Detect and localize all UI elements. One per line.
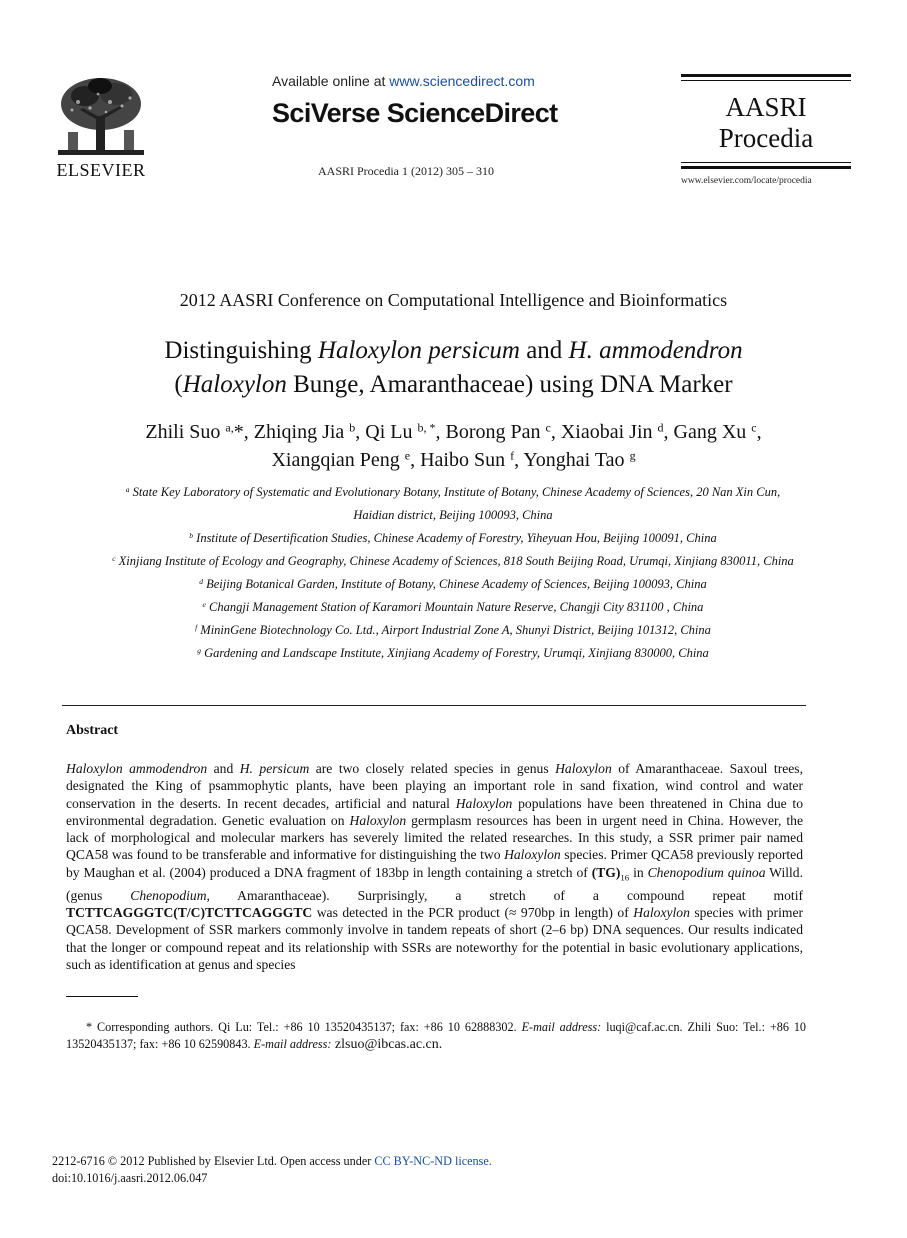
available-prefix: Available online at (272, 73, 390, 89)
license-link[interactable]: CC BY-NC-ND license. (374, 1154, 492, 1168)
elsevier-logo (50, 72, 152, 182)
author-line-2: Xiangqian Peng $^e$, Haibo Sun $^f$, Yonghai Tao $^g$ (271, 448, 636, 471)
author: Xiangqian Peng (271, 449, 400, 471)
author-line-1: Zhili Suo $^{a,}$*, Zhiqing Jia $^b$, Qi Lu $^{b, *}$, Borong Pan $^c$, Xiaobai Jin $^d$, Gang Xu $^c$, (145, 420, 762, 443)
journal-brand (681, 92, 851, 154)
title-line-1: Distinguishing Haloxylon persicum and H. ammodendron (164, 337, 743, 364)
author-list (0, 418, 907, 474)
affiliation: Haidian district, Beijing 100093, China (353, 508, 553, 522)
author: Qi Lu (365, 421, 413, 443)
author: Yonghai Tao (523, 449, 625, 471)
elsevier-tree-icon (50, 72, 152, 160)
title-line-2: (Haloxylon Bunge, Amaranthaceae) using DNA Marker (174, 371, 733, 398)
abstract-heading: Abstract (66, 723, 119, 738)
sciencedirect-link[interactable]: www.sciencedirect.com (389, 73, 535, 89)
affiliation: $^e$ Changji Management Station of Karamori Mountain Nature Reserve, Changji City 831100 , China (202, 599, 704, 614)
affiliation: $^a$ State Key Laboratory of Systematic and Evolutionary Botany, Institute of Botany, Chinese Academy of Sciences, 20 Nan Xin Cun, (125, 484, 781, 499)
affiliation: $^c$ Xinjiang Institute of Ecology and Geography, Chinese Academy of Sciences, 818 South Beijing Road, Urumqi, Xinjiang 830011, China (112, 553, 794, 568)
journal-brand-line2: Procedia (718, 123, 814, 153)
author: Zhiqing Jia (253, 421, 345, 443)
available-online (272, 73, 535, 89)
affiliation: $^b$ Institute of Desertification Studies, Chinese Academy of Forestry, Yiheyuan Hou, Beijing 100091, China (189, 530, 717, 545)
corresponding-footnote: * Corresponding authors. Qi Lu: Tel.: +86 10 13520435137; fax: +86 10 62888302. E-mail address: luqi@caf.ac.cn. Zhili Suo: Tel.: +86 10 13520435137; fax: +86 10 62590843. E-mail address: zlsuo@ibcas.ac.cn. (66, 1020, 807, 1052)
affiliation: $^f$ MininGene Biotechnology Co. Ltd., Airport Industrial Zone A, Shunyi District, Beijing 101312, China (195, 622, 711, 637)
sciverse-logo: SciVerse ScienceDirect (272, 98, 558, 128)
conference-name: 2012 AASRI Conference on Computational Intelligence and Bioinformatics (179, 290, 728, 310)
journal-url[interactable]: www.elsevier.com/locate/procedia (681, 176, 812, 186)
email-zlsuo[interactable]: zlsuo@ibcas.ac.cn (331, 1037, 439, 1052)
affiliation: $^d$ Beijing Botanical Garden, Institute of Botany, Chinese Academy of Sciences, Beijing 100093, China (199, 576, 707, 591)
elsevier-wordmark: ELSEVIER (56, 160, 146, 180)
author: Zhili Suo (145, 421, 221, 443)
author: Gang Xu (673, 421, 747, 443)
abstract-text: Haloxylon ammodendron and H. persicum are two closely related species in genus Haloxylon of Amaranthaceae. Saxoul trees, designated the King of psammophytic plants, have been playing an important role in sand fixation, wind control and water conservation in the deserts. In recent decades, artificial and natural Haloxylon populations have been threatened in China due to environmental degradation. Genetic evaluation on Haloxylon germplasm resources has been in urgent need in China. However, the lack of morphological and molecular markers has severely limited the related researches. In this study, a SSR primer pair named QCA58 was found to be transferable and informative for distinguishing the two Haloxylon species. Primer QCA58 previously reported by Maughan et al. (2004) produced a DNA fragment of 183bp in length containing a stretch of $(TG)_{16}$ in Chenopodium quinoa Willd. (genus Chenopodium, Amaranthaceae). Surprisingly, a stretch of a compound repeat motif TCTTCAGGGTC(T/C)TCTTCAGGGTC was detected in the PCR product (≈ 970bp in length) of Haloxylon species with primer QCA58. Development of SSR markers commonly involve in tandem repeats of short (2–6 bp) DNA sequences. Our results indicated that the longer or compound repeat and its relationship with SSRs are noteworthy for the potential in basic evolutionary applications, such as identification at genus and species (66, 761, 804, 972)
affiliation-list (60, 481, 846, 665)
journal-brand-line1: AASRI (725, 92, 807, 122)
journal-reference: AASRI Procedia 1 (2012) 305 – 310 (318, 164, 494, 178)
author: Xiaobai Jin (560, 421, 653, 443)
copyright-line: 2212-6716 © 2012 Published by Elsevier Ltd. Open access under CC BY-NC-ND license. (52, 1154, 492, 1168)
author: Haibo Sun (420, 449, 506, 471)
doi: doi:10.1016/j.aasri.2012.06.047 (52, 1171, 208, 1185)
brand-rule-top-thin (681, 80, 851, 81)
copyright-block (52, 1153, 492, 1187)
affiliation: $^g$ Gardening and Landscape Institute, Xinjiang Academy of Forestry, Urumqi, Xinjiang 830000, China (197, 645, 709, 660)
paper-title (0, 334, 907, 402)
brand-rule-top (681, 74, 851, 77)
footnote-rule (66, 996, 138, 997)
section-divider (62, 705, 806, 706)
brand-rule-bottom (681, 166, 851, 169)
author: Borong Pan (445, 421, 541, 443)
brand-rule-bottom-thin (681, 162, 851, 163)
